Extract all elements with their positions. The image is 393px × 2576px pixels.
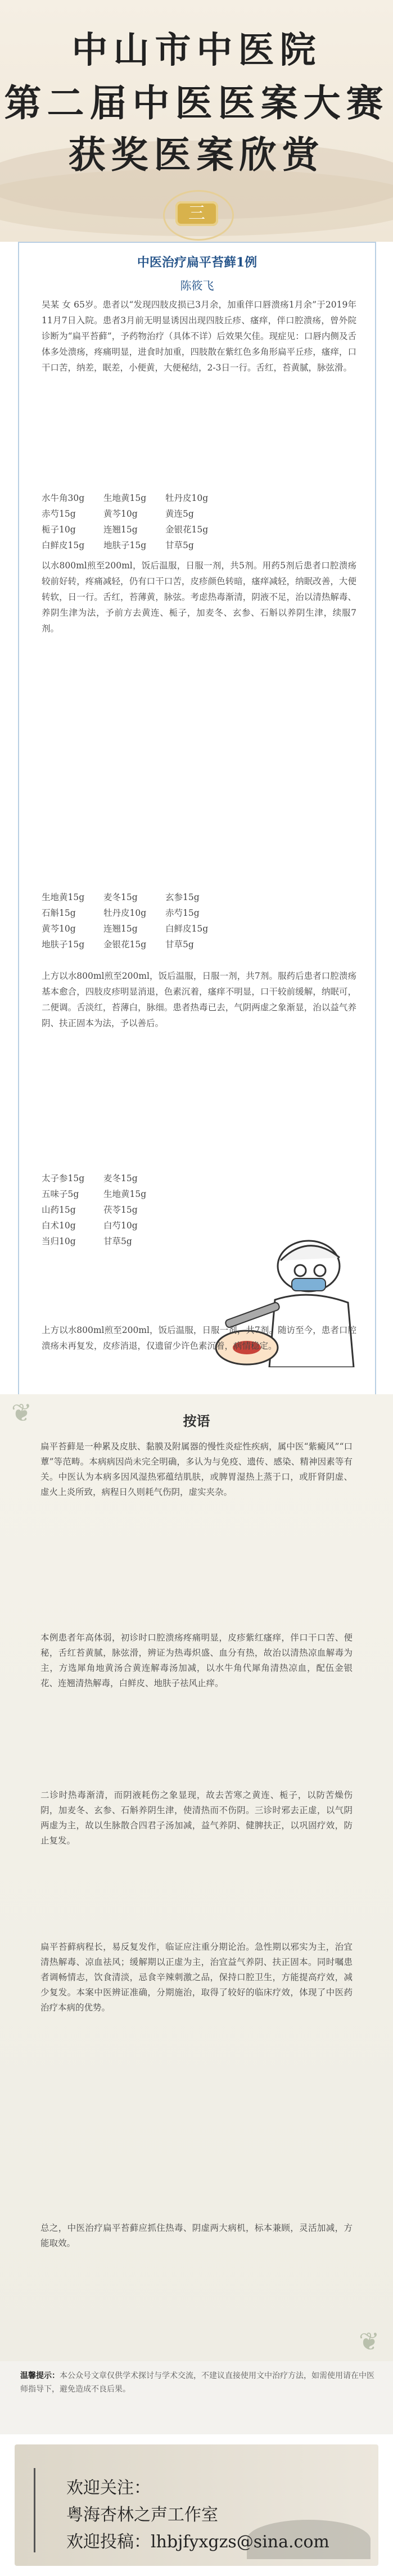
leaf-decoration-icon: ❦ <box>359 2328 380 2356</box>
disclaimer-text <box>20 2369 374 2396</box>
commentary-paragraph: 扁平苔藓病程长，易反复发作，临证应注重分期论治。急性期以邪实为主，治宜清热解毒、凉血祛风；缓解期以正虚为主，治宜益气养阴、扶正固本。同时嘱患者调畅情志，饮食清淡，忌食辛辣刺激之品，保持口腔卫生，方能提高疗效，减少复发。本案中医辨证准确，分期施治，取得了较好的临床疗效，体现了中医药治疗本病的优势。 <box>40 1942 353 2013</box>
herb-item: 白芍10g <box>103 1221 138 1231</box>
case-paragraph: 上方以水800ml煎至200ml，饭后温服，日服一剂，共7剂。随访至今，患者口腔溃疡未再复发，皮疹消退，仅遗留少许色素沉着，病情稳定。 <box>42 1325 356 1351</box>
footer-banner <box>0 2434 393 2576</box>
herb-item: 牡丹皮10g <box>165 493 209 503</box>
award-seal-badge: 三 <box>175 201 218 226</box>
herb-item: 牡丹皮10g <box>103 908 147 918</box>
herb-item: 金银花15g <box>165 525 209 535</box>
herb-item: 生地黄15g <box>42 892 85 902</box>
leaf-decoration-icon: ❦ <box>11 1399 32 1427</box>
herb-item: 太子参15g <box>42 1173 85 1183</box>
contest-title: 第二届中医医案大赛 <box>4 81 389 125</box>
herb-item: 石斛15g <box>42 908 76 918</box>
disclaimer-body: 本公众号文章仅供学术探讨与学术交流，不建议直接使用文中治疗方法，如需使用请在中医师指导下，避免造成不良后果。 <box>20 2371 374 2394</box>
herb-item: 白鲜皮15g <box>165 924 209 934</box>
commentary-section <box>0 1394 393 2361</box>
commentary-paragraph: 扁平苔藓是一种累及皮肤、黏膜及附属器的慢性炎症性疾病，属中医“紫癜风”“口蕈”等范畴。本病病因尚未完全明确，多认为与免疫、遗传、感染、精神因素等有关。中医认为本病多因风湿热邪蕴结肌肤，或脾胃湿热上蒸于口，或肝肾阴虚、虚火上炎所致，病程日久则耗气伤阴，虚实夹杂。 <box>40 1441 353 1497</box>
herb-item: 山药15g <box>42 1205 76 1215</box>
herb-item: 麦冬15g <box>103 892 138 902</box>
herb-item: 金银花15g <box>103 939 147 950</box>
prescription-3 <box>42 1171 165 1249</box>
commentary-paragraph: 本例患者年高体弱，初诊时口腔溃疡疼痛明显，皮疹紫红瘙痒，伴口干口苦、便秘，舌红苔黄腻，脉弦滑，辨证为热毒炽盛、血分有热，故治以清热凉血解毒为主，方选犀角地黄汤合黄连解毒汤加减，以水牛角代犀角清热凉血，配伍金银花、连翘清热解毒，白鲜皮、地肤子祛风止痒。 <box>40 1633 353 1688</box>
commentary-paragraph: 总之，中医治疗扁平苔藓应抓住热毒、阴虚两大病机，标本兼顾，灵活加减，方能取效。 <box>40 2223 353 2248</box>
herb-item: 赤芍15g <box>42 509 76 519</box>
herb-item: 生地黄15g <box>103 1189 147 1199</box>
herb-item: 连翘15g <box>103 924 138 934</box>
hospital-name: 中山市中医院 <box>71 29 322 71</box>
award-title: 获奖医案欣赏 <box>68 133 325 177</box>
follow-label: 欢迎关注： <box>66 2478 151 2498</box>
herb-item: 甘草5g <box>165 939 194 950</box>
herb-item: 茯苓15g <box>103 1205 138 1215</box>
herb-item: 玄参15g <box>165 892 200 902</box>
header-banner <box>0 0 393 242</box>
herb-item: 白鲜皮15g <box>42 540 85 550</box>
herb-item: 黄芩10g <box>42 924 76 934</box>
submission-email[interactable]: 欢迎投稿：lhbjfyxgzs@sina.com <box>66 2532 329 2552</box>
herb-item: 赤芍15g <box>165 908 200 918</box>
herb-item: 地肤子15g <box>103 540 147 550</box>
case-paragraph: 吴某 女 65岁。患者以“发现四肢皮损已3月余，加重伴口唇溃疡1月余”于2019年11月7日入院。患者3月前无明显诱因出现四肢丘疹、瘙痒，伴口腔溃疡，曾外院诊断为“扁平苔藓”，予药物治疗（具体不详）后效果欠佳。现症见：口唇内侧及舌体多处溃疡，疼痛明显，进食时加重，四肢散在紫红色多角形扁平丘疹，瘙痒，口干口苦，纳差，眠差，小便黄，大便秘结，2-3日一行。舌红，苔黄腻，脉弦滑。 <box>42 300 356 373</box>
herb-item: 地肤子15g <box>42 939 85 950</box>
commentary-heading: 按语 <box>183 1413 210 1429</box>
herb-item: 甘草5g <box>165 540 194 550</box>
herb-item: 黄芩10g <box>103 509 138 519</box>
commentary-paragraph: 二诊时热毒渐清，而阴液耗伤之象显现，故去苦寒之黄连、栀子，以防苦燥伤阴，加麦冬、玄参、石斛养阴生津，使清热而不伤阴。三诊时邪去正虚，以气阴两虚为主，故以生脉散合四君子汤加减，益气养阴、健脾扶正，以巩固疗效，防止复发。 <box>40 1790 353 1846</box>
case-title: 中医治疗扁平苔藓1例 <box>137 255 258 270</box>
author-name: 陈筱飞 <box>180 279 214 292</box>
prescription-1 <box>42 490 227 553</box>
prescription-2 <box>42 889 227 952</box>
disclaimer-label: 温馨提示： <box>20 2371 60 2380</box>
disclaimer-box <box>0 2361 393 2434</box>
herb-item: 五味子5g <box>42 1189 79 1199</box>
herb-item: 生地黄15g <box>103 493 147 503</box>
case-paragraph: 以水800ml煎至200ml，饭后温服，日服一剂，共5剂。用药5剂后患者口腔溃疡较前好转，疼痛减轻，仍有口干口苦，皮疹颜色转暗，瘙痒减轻，纳眠改善，大便转软，日一行。舌红，苔薄黄，脉弦。考虑热毒渐清，阴液不足，治以清热解毒、养阴生津为法，予前方去黄连、栀子，加麦冬、玄参、石斛以养阴生津，续服7剂。 <box>42 561 356 634</box>
herb-item: 甘草5g <box>103 1236 132 1246</box>
herb-item: 黄连5g <box>165 509 194 519</box>
herb-item: 水牛角30g <box>42 493 85 503</box>
case-paragraph: 上方以水800ml煎至200ml，饭后温服，日服一剂，共7剂。服药后患者口腔溃疡基本愈合，四肢皮疹明显消退，色素沉着，瘙痒不明显，口干较前缓解，纳眠可，二便调。舌淡红，苔薄白，脉细。患者热毒已去，气阴两虚之象渐显，治以益气养阴、扶正固本为法，予以善后。 <box>42 971 356 1028</box>
herb-item: 白术10g <box>42 1221 76 1231</box>
herb-item: 麦冬15g <box>103 1173 138 1183</box>
herb-item: 当归10g <box>42 1236 76 1246</box>
case-record-box <box>18 242 376 1397</box>
studio-name: 粤海杏林之声工作室 <box>66 2505 218 2525</box>
herb-item: 栀子10g <box>42 525 76 535</box>
herb-item: 连翘15g <box>103 525 138 535</box>
brush-stroke-decoration <box>34 2468 57 2552</box>
